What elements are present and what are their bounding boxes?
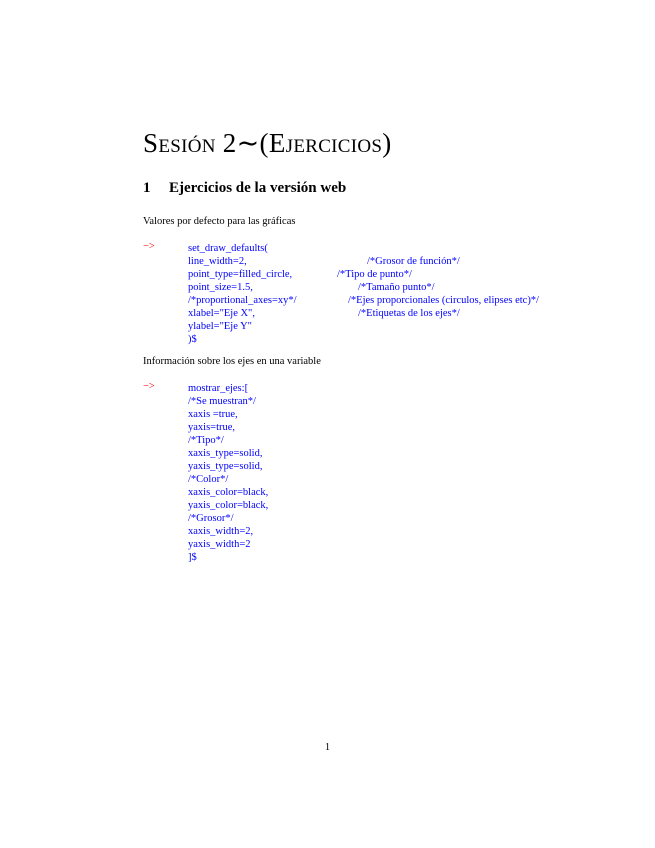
code-comment: /*Ejes proporcionales (circulos, elipses etc)*/ — [348, 295, 539, 306]
section-title: Ejercicios de la versión web — [169, 180, 347, 196]
code-line: point_size=1.5, — [188, 282, 253, 293]
section-number: 1 — [143, 180, 151, 196]
code-line: xaxis_width=2, — [188, 526, 254, 537]
code-line: /*Grosor*/ — [188, 513, 234, 524]
code-comment: /*Grosor de función*/ — [367, 256, 460, 267]
code-line: yaxis_color=black, — [188, 500, 269, 511]
code-line: /*Se muestran*/ — [188, 396, 256, 407]
code-line: set_draw_defaults( — [188, 243, 268, 254]
code-line: /*proportional_axes=xy*/ — [188, 295, 297, 306]
code-line: line_width=2, — [188, 256, 247, 267]
code-comment: /*Tipo de punto*/ — [337, 269, 412, 280]
code-comment: /*Tamaño punto*/ — [358, 282, 435, 293]
page-number: 1 — [324, 742, 331, 753]
code-line: xaxis =true, — [188, 409, 238, 420]
code-line: )$ — [188, 334, 197, 345]
code-line: xaxis_color=black, — [188, 487, 269, 498]
code-line: ylabel="Eje Y" — [188, 321, 252, 332]
input-prompt-1: −> — [143, 241, 155, 252]
code-comment: /*Etiquetas de los ejes*/ — [358, 308, 460, 319]
code-line: yaxis=true, — [188, 422, 236, 433]
title-tilde: ∼ — [236, 128, 260, 158]
intro-paragraph-axes: Información sobre los ejes en una variable — [143, 356, 321, 367]
code-line: /*Color*/ — [188, 474, 229, 485]
code-line: xlabel="Eje X", — [188, 308, 255, 319]
code-line: /*Tipo*/ — [188, 435, 224, 446]
title-main: Sesión 2 — [143, 128, 237, 158]
code-line: xaxis_type=solid, — [188, 448, 263, 459]
code-line: mostrar_ejes:[ — [188, 383, 249, 394]
page-title — [143, 128, 392, 159]
code-line: yaxis_type=solid, — [188, 461, 263, 472]
title-paren: (Ejercicios) — [259, 128, 392, 158]
input-prompt-2: −> — [143, 381, 155, 392]
code-line: ]$ — [188, 552, 197, 563]
code-line: yaxis_width=2 — [188, 539, 251, 550]
intro-paragraph-defaults: Valores por defecto para las gráficas — [143, 216, 296, 227]
code-line: point_type=filled_circle, — [188, 269, 293, 280]
section-heading — [143, 180, 346, 197]
